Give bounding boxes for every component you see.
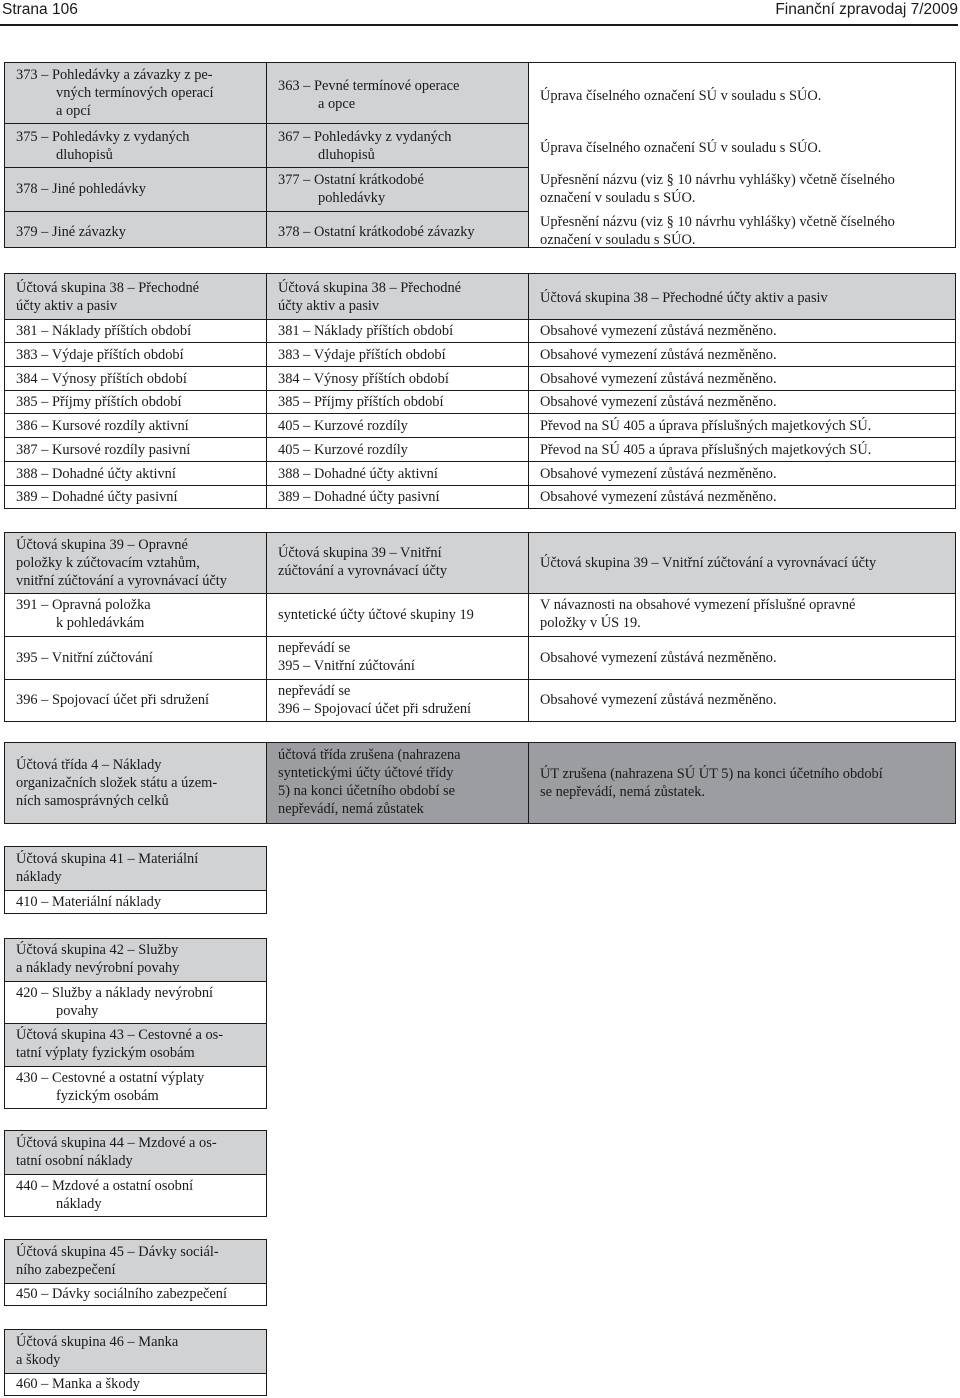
b2-hline-1 xyxy=(4,342,956,343)
text-line: nepřevádí se xyxy=(278,683,351,699)
b1-vline-2 xyxy=(528,62,529,248)
text-line: Obsahové vymezení zůstává nezměněno. xyxy=(540,692,777,708)
b6-hline-3 xyxy=(4,1066,267,1067)
b7-row xyxy=(16,1177,193,1213)
text-line: náklady xyxy=(56,1196,102,1212)
b2-row-2-c3: Obsahové vymezení zůstává nezměněno. xyxy=(540,347,777,363)
b3-row-3-c2 xyxy=(278,682,471,718)
journal-title: Finanční zpravodaj 7/2009 xyxy=(775,1,958,18)
text-line: 367 – Pohledávky z vydaných xyxy=(278,129,452,145)
text-line: a opcí xyxy=(56,103,91,119)
text-line: povahy xyxy=(56,1003,99,1019)
b2-hline-7 xyxy=(4,485,956,486)
b2-row-5-c3: Převod na SÚ 405 a úprava příslušných majetkových SÚ. xyxy=(540,418,872,434)
text-line: dluhopisů xyxy=(56,147,113,163)
b2-hline-5 xyxy=(4,437,956,438)
text-line: fyzickým osobám xyxy=(56,1088,159,1104)
b1-hline-2 xyxy=(4,167,528,168)
b1-c2-r3 xyxy=(278,171,424,207)
b5-hline xyxy=(4,890,267,891)
b3-head-c2 xyxy=(278,544,447,580)
b9-row xyxy=(16,1375,140,1393)
text-line: vnitřní zúčtování a vyrovnávací účty xyxy=(16,573,227,589)
text-line: 440 – Mzdové a ostatní osobní xyxy=(16,1178,194,1194)
b3-hline-0 xyxy=(4,593,956,594)
b6-head-2 xyxy=(16,1026,223,1062)
text-line: k pohledávkám xyxy=(56,615,145,631)
b3-hline-1 xyxy=(4,636,956,637)
b3-hline-2 xyxy=(4,679,956,680)
b2-row-4-c3: Obsahové vymezení zůstává nezměněno. xyxy=(540,394,777,410)
b2-row-7-c2: 388 – Dohadné účty aktivní xyxy=(278,466,438,482)
b1-c1-r2 xyxy=(16,128,189,164)
b2-vline-1 xyxy=(266,273,267,509)
text-line: náklady xyxy=(16,869,62,885)
b1-hline-3 xyxy=(4,211,528,212)
b2-head-c2 xyxy=(278,279,461,315)
b3-row-2-c2 xyxy=(278,639,415,675)
text-line: Účtová skupina 38 – Přechodné účty aktiv a pasiv xyxy=(540,290,828,306)
b5-row-1: 410 – Materiální náklady xyxy=(16,894,162,910)
text-line: Upřesnění názvu (viz § 10 návrhu vyhlášky) včetně číselného xyxy=(540,214,895,230)
b2-row-3-c2: 384 – Výnosy příštích období xyxy=(278,371,449,387)
text-line: ního zabezpečení xyxy=(16,1262,116,1278)
b3-row-2-c3 xyxy=(540,649,777,667)
text-line: 430 – Cestovné a ostatní výplaty xyxy=(16,1070,205,1086)
text-line: Účtová skupina 38 – Přechodné xyxy=(16,280,200,296)
text-line: 373 – Pohledávky a závazky z pe- xyxy=(16,67,213,83)
b2-row-1-c2: 381 – Náklady příštích období xyxy=(278,323,454,339)
b2-vline-2 xyxy=(528,273,529,509)
b6-hline-2 xyxy=(4,1023,267,1024)
text-line: Úprava číselného označení SÚ v souladu s SÚO. xyxy=(540,140,822,156)
b2-head-c1 xyxy=(16,279,199,315)
text-line: Účtová skupina 39 – Opravné xyxy=(16,537,188,553)
b2-row-7-c3: Obsahové vymezení zůstává nezměněno. xyxy=(540,466,777,482)
text-line: 391 – Opravná položka xyxy=(16,597,151,613)
b3-row-1-c2 xyxy=(278,606,474,624)
page-number: Strana 106 xyxy=(2,1,78,18)
text-line: účtová třída zrušena (nahrazena xyxy=(278,747,461,763)
text-line: V návaznosti na obsahové vymezení příslušné opravné xyxy=(540,597,856,613)
b4-vline-2 xyxy=(528,742,529,824)
b2-row-6-c2: 405 – Kurzové rozdíly xyxy=(278,442,408,458)
text-line: 378 – Jiné pohledávky xyxy=(16,181,146,197)
b3-row-2-c1 xyxy=(16,649,153,667)
b2-row-5-c1: 386 – Kursové rozdíly aktivní xyxy=(16,418,189,434)
text-line: účty aktiv a pasiv xyxy=(278,298,380,314)
b4-c1 xyxy=(16,756,217,810)
text-line: Účtová třída 4 – Náklady xyxy=(16,757,162,773)
text-line: 363 – Pevné termínové operace xyxy=(278,78,460,94)
b9-head xyxy=(16,1333,178,1369)
b1-c2-r2 xyxy=(278,128,451,164)
b5-head xyxy=(16,850,198,886)
text-line: označení v souladu s SÚO. xyxy=(540,190,696,206)
text-line: 375 – Pohledávky z vydaných xyxy=(16,129,190,145)
b3-row-1-c1 xyxy=(16,596,151,632)
b6-row-1 xyxy=(16,984,213,1020)
b7-head xyxy=(16,1134,217,1170)
text-line: 450 – Dávky sociálního zabezpečení xyxy=(16,1286,227,1302)
text-line: Účtová skupina 43 – Cestovné a os- xyxy=(16,1027,224,1043)
b2-hline-0 xyxy=(4,319,956,320)
b8-row xyxy=(16,1285,227,1303)
b3-row-1-c3 xyxy=(540,596,855,632)
text-line: účty aktiv a pasiv xyxy=(16,298,118,314)
b6-head-1 xyxy=(16,941,179,977)
text-line: a náklady nevýrobní povahy xyxy=(16,960,180,976)
b2-row-8-c2: 389 – Dohadné účty pasivní xyxy=(278,489,440,505)
text-line: syntetickými účty účtové třídy xyxy=(278,765,454,781)
b2-row-6-c1: 387 – Kursové rozdíly pasivní xyxy=(16,442,191,458)
text-line: vných termínových operací xyxy=(56,85,214,101)
b1-c2-r4 xyxy=(278,223,475,241)
b4-c3 xyxy=(540,765,883,801)
text-line: tatní osobní náklady xyxy=(16,1153,133,1169)
b1-c3-r2 xyxy=(540,139,821,157)
text-line: Upřesnění názvu (viz § 10 návrhu vyhlášky) včetně číselného xyxy=(540,172,895,188)
text-line: Účtová skupina 39 – Vnitřní zúčtování a vyrovnávací účty xyxy=(540,555,877,571)
text-line: ních samosprávných celků xyxy=(16,793,169,809)
b2-head-c3 xyxy=(540,289,828,307)
text-line: položky k zúčtovacím vztahům, xyxy=(16,555,200,571)
text-line: Účtová skupina 39 – Vnitřní xyxy=(278,545,442,561)
text-line: Účtová skupina 45 – Dávky sociál- xyxy=(16,1244,219,1260)
page-header xyxy=(0,0,960,22)
text-line: 395 – Vnitřní zúčtování xyxy=(16,650,153,666)
text-line: zúčtování a vyrovnávací účty xyxy=(278,563,448,579)
b2-row-5-c2: 405 – Kurzové rozdíly xyxy=(278,418,408,434)
b1-c1-r3 xyxy=(16,180,146,198)
text-line: 396 – Spojovací účet při sdružení xyxy=(16,692,210,708)
b9-hline xyxy=(4,1373,267,1374)
text-line: 395 – Vnitřní zúčtování xyxy=(278,658,415,674)
b2-row-3-c3: Obsahové vymezení zůstává nezměněno. xyxy=(540,371,777,387)
text-line: Úprava číselného označení SÚ v souladu s SÚO. xyxy=(540,88,822,104)
b2-row-7-c1: 388 – Dohadné účty aktivní xyxy=(16,466,176,482)
text-line: označení v souladu s SÚO. xyxy=(540,232,696,248)
text-line: nepřevádí se xyxy=(278,640,351,656)
text-line: syntetické účty účtové skupiny 19 xyxy=(278,607,474,623)
b1-c1-r1 xyxy=(16,66,213,120)
text-line: tatní výplaty fyzickým osobám xyxy=(16,1045,195,1061)
text-line: 396 – Spojovací účet při sdružení xyxy=(278,701,472,717)
b2-row-4-c2: 385 – Příjmy příštích období xyxy=(278,394,444,410)
text-line: 460 – Manka a škody xyxy=(16,1376,140,1392)
text-line: se nepřevádí, nemá zůstatek. xyxy=(540,784,706,800)
b1-c3-r4 xyxy=(540,213,895,249)
b2-row-8-c3: Obsahové vymezení zůstává nezměněno. xyxy=(540,489,777,505)
b1-hline-1 xyxy=(4,123,528,124)
b4-c2 xyxy=(278,746,461,818)
text-line: pohledávky xyxy=(318,190,386,206)
text-line: 379 – Jiné závazky xyxy=(16,224,126,240)
header-rule xyxy=(0,24,958,26)
b1-c2-r1 xyxy=(278,77,459,113)
text-line: organizačních složek státu a územ- xyxy=(16,775,218,791)
b8-head xyxy=(16,1243,219,1279)
text-line: Obsahové vymezení zůstává nezměněno. xyxy=(540,650,777,666)
b3-row-3-c1 xyxy=(16,691,209,709)
b6-hline-1 xyxy=(4,981,267,982)
b1-vline-1 xyxy=(266,62,267,248)
b2-row-4-c1: 385 – Příjmy příštích období xyxy=(16,394,182,410)
text-line: a opce xyxy=(318,96,356,112)
text-line: 420 – Služby a náklady nevýrobní xyxy=(16,985,214,1001)
b2-row-8-c1: 389 – Dohadné účty pasivní xyxy=(16,489,178,505)
text-line: 5) na konci účetního období se xyxy=(278,783,456,799)
b8-hline xyxy=(4,1283,267,1284)
text-line: dluhopisů xyxy=(318,147,375,163)
text-line: a škody xyxy=(16,1352,61,1368)
b2-row-2-c2: 383 – Výdaje příštích období xyxy=(278,347,446,363)
b3-row-3-c3 xyxy=(540,691,777,709)
b6-row-2 xyxy=(16,1069,204,1105)
text-line: ÚT zrušena (nahrazena SÚ ÚT 5) na konci účetního období xyxy=(540,766,883,782)
b2-row-1-c3: Obsahové vymezení zůstává nezměněno. xyxy=(540,323,777,339)
b2-hline-6 xyxy=(4,461,956,462)
b2-row-3-c1: 384 – Výnosy příštích období xyxy=(16,371,187,387)
b2-hline-4 xyxy=(4,413,956,414)
b1-c1-r4 xyxy=(16,223,126,241)
b7-hline xyxy=(4,1174,267,1175)
b4-vline-1 xyxy=(266,742,267,824)
b2-row-6-c3: Převod na SÚ 405 a úprava příslušných majetkových SÚ. xyxy=(540,442,872,458)
b1-c3-r3 xyxy=(540,171,895,207)
text-line: Účtová skupina 44 – Mzdové a os- xyxy=(16,1135,217,1151)
b3-vline-2 xyxy=(528,532,529,722)
b2-hline-3 xyxy=(4,390,956,391)
b3-head-c3 xyxy=(540,554,876,572)
text-line: Účtová skupina 41 – Materiální xyxy=(16,851,199,867)
text-line: 377 – Ostatní krátkodobé xyxy=(278,172,424,188)
b3-head-c1 xyxy=(16,536,227,590)
b2-row-2-c1: 383 – Výdaje příštích období xyxy=(16,347,184,363)
text-line: Účtová skupina 42 – Služby xyxy=(16,942,179,958)
b2-row-1-c1: 381 – Náklady příštích období xyxy=(16,323,192,339)
b3-vline-1 xyxy=(266,532,267,722)
text-line: Účtová skupina 38 – Přechodné xyxy=(278,280,462,296)
b2-hline-2 xyxy=(4,366,956,367)
text-line: nepřevádí, nemá zůstatek xyxy=(278,801,424,817)
text-line: položky v ÚS 19. xyxy=(540,615,641,631)
text-line: 378 – Ostatní krátkodobé závazky xyxy=(278,224,475,240)
text-line: Účtová skupina 46 – Manka xyxy=(16,1334,179,1350)
b1-c3-r1 xyxy=(540,87,821,105)
